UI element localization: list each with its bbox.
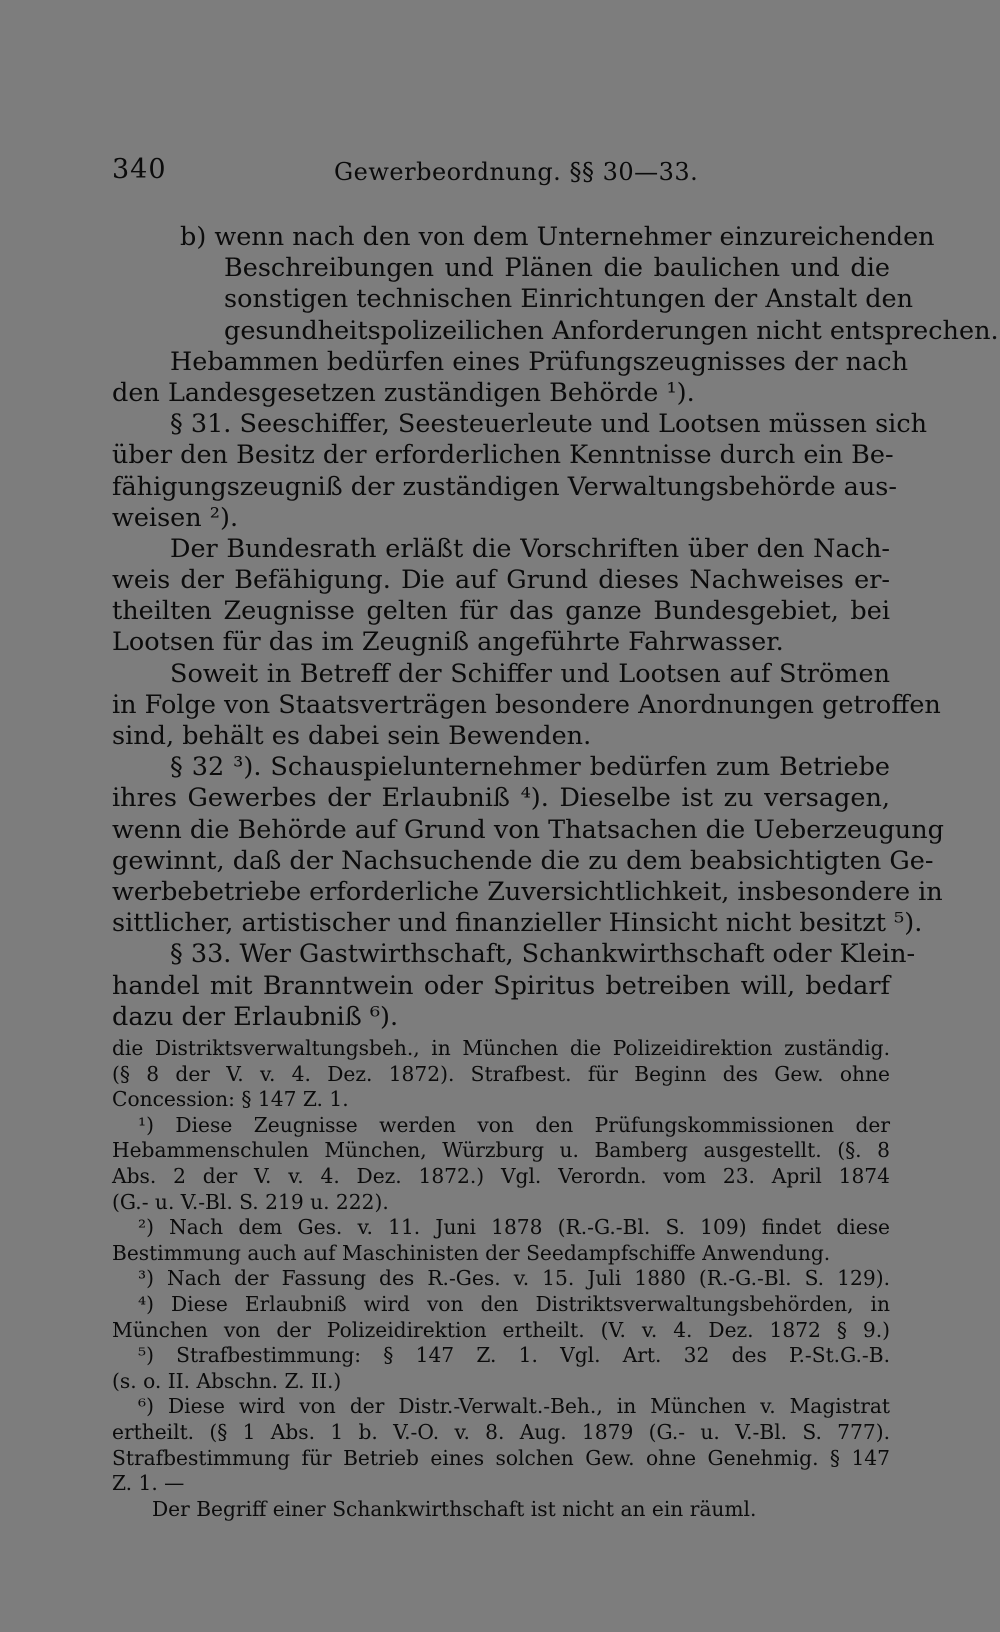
text-line: ihres Gewerbes der Erlaubniß ⁴). Dieselbe ist zu versagen, <box>112 783 890 814</box>
text-line: sind, behält es dabei sein Bewenden. <box>112 721 592 751</box>
text-line: werbebetriebe erforderliche Zuversichtlichkeit, insbesondere in <box>112 876 943 907</box>
text-line: fähigungszeugniß der zuständigen Verwaltungsbehörde aus- <box>112 471 898 502</box>
footnote-line: Concession: § 147 Z. 1. <box>112 1087 349 1112</box>
footnote-line: ²) Nach dem Ges. v. 11. Juni 1878 (R.-G.-Bl. S. 109) findet diese <box>138 1215 890 1240</box>
text-line: theilten Zeugnisse gelten für das ganze Bundesgebiet, bei <box>112 596 890 627</box>
page-number: 340 <box>112 154 167 185</box>
main-text <box>112 222 999 1033</box>
running-title: Gewerbeordnung. §§ 30—33. <box>334 158 699 186</box>
text-line: gesundheitspolizeilichen Anforderungen nicht entsprechen. <box>224 315 999 346</box>
text-line: weisen ²). <box>112 502 239 533</box>
footnote-line: Bestimmung auch auf Maschinisten der Seedampfschiffe Anwendung. <box>112 1240 831 1265</box>
page-header <box>112 154 892 194</box>
footnote-line: München von der Polizeidirektion ertheilt. (V. v. 4. Dez. 1872 § 9.) <box>112 1317 890 1342</box>
text-line: b) wenn nach den von dem Unternehmer einzureichenden <box>180 222 935 252</box>
text-line: handel mit Branntwein oder Spiritus betreiben will, bedarf <box>112 970 890 1001</box>
text-line: § 33. Wer Gastwirthschaft, Schankwirthschaft oder Klein- <box>170 939 916 970</box>
footnote-line: ⁶) Diese wird von der Distr.-Verwalt.-Beh., in München v. Magistrat <box>138 1394 890 1419</box>
footnote-line: ¹) Diese Zeugnisse werden von den Prüfungskommissionen der <box>138 1112 890 1137</box>
text-line: sonstigen technischen Einrichtungen der Anstalt den <box>224 284 914 315</box>
text-line: wenn die Behörde auf Grund von Thatsachen die Ueberzeugung <box>112 814 944 845</box>
text-line: Hebammen bedürfen eines Prüfungszeugnisses der nach <box>170 346 909 377</box>
text-line: Lootsen für das im Zeugniß angeführte Fahrwasser. <box>112 627 784 658</box>
footnote-line: Strafbestimmung für Betrieb eines solchen Gew. ohne Genehmig. § 147 <box>112 1445 890 1470</box>
text-line: sittlicher, artistischer und finanzieller Hinsicht nicht besitzt ⁵). <box>112 908 923 939</box>
text-line: über den Besitz der erforderlichen Kenntnisse durch ein Be- <box>112 440 894 471</box>
text-line: dazu der Erlaubniß ⁶). <box>112 1001 399 1032</box>
footnote-line: (G.- u. V.-Bl. S. 219 u. 222). <box>112 1189 389 1214</box>
text-line: in Folge von Staatsverträgen besondere Anordnungen getroffen <box>112 689 941 720</box>
footnote-line: die Distriktsverwaltungsbeh., in München die Polizeidirektion zuständig. <box>112 1036 890 1060</box>
footnote-line: ertheilt. (§ 1 Abs. 1 b. V.-O. v. 8. Aug. 1879 (G.- u. V.-Bl. S. 777). <box>112 1419 890 1444</box>
footnote-line: Der Begriff einer Schankwirthschaft ist nicht an ein räuml. <box>152 1496 757 1521</box>
text-line: weis der Befähigung. Die auf Grund dieses Nachweises er- <box>112 565 890 596</box>
footnote-line: (s. o. II. Abschn. Z. II.) <box>112 1368 342 1393</box>
footnotes <box>112 1036 890 1522</box>
text-line: den Landesgesetzen zuständigen Behörde ¹). <box>112 377 695 408</box>
text-line: gewinnt, daß der Nachsuchende die zu dem beabsichtigten Ge- <box>112 845 934 876</box>
text-line: § 32 ³). Schauspielunternehmer bedürfen zum Betriebe <box>170 752 890 783</box>
text-line: Soweit in Betreff der Schiffer und Lootsen auf Strömen <box>170 658 890 689</box>
footnote-line: Z. 1. — <box>112 1471 185 1496</box>
text-line: Der Bundesrath erläßt die Vorschriften über den Nach- <box>170 533 890 564</box>
footnote-line: Abs. 2 der V. v. 4. Dez. 1872.) Vgl. Verordn. vom 23. April 1874 <box>112 1163 890 1188</box>
footnote-line: Hebammenschulen München, Würzburg u. Bamberg ausgestellt. (§. 8 <box>112 1138 890 1163</box>
footnote-line: (§ 8 der V. v. 4. Dez. 1872). Strafbest. für Beginn des Gew. ohne <box>112 1061 890 1086</box>
footnote-line: ⁴) Diese Erlaubniß wird von den Distriktsverwaltungsbehörden, in <box>138 1291 890 1316</box>
footnote-line: ³) Nach der Fassung des R.-Ges. v. 15. Juli 1880 (R.-G.-Bl. S. 129). <box>138 1266 890 1291</box>
text-line: § 31. Seeschiffer, Seesteuerleute und Lootsen müssen sich <box>170 409 928 440</box>
text-line: Beschreibungen und Plänen die baulichen und die <box>224 253 890 284</box>
footnote-line: ⁵) Strafbestimmung: § 147 Z. 1. Vgl. Art. 32 des P.-St.G.-B. <box>138 1343 890 1368</box>
